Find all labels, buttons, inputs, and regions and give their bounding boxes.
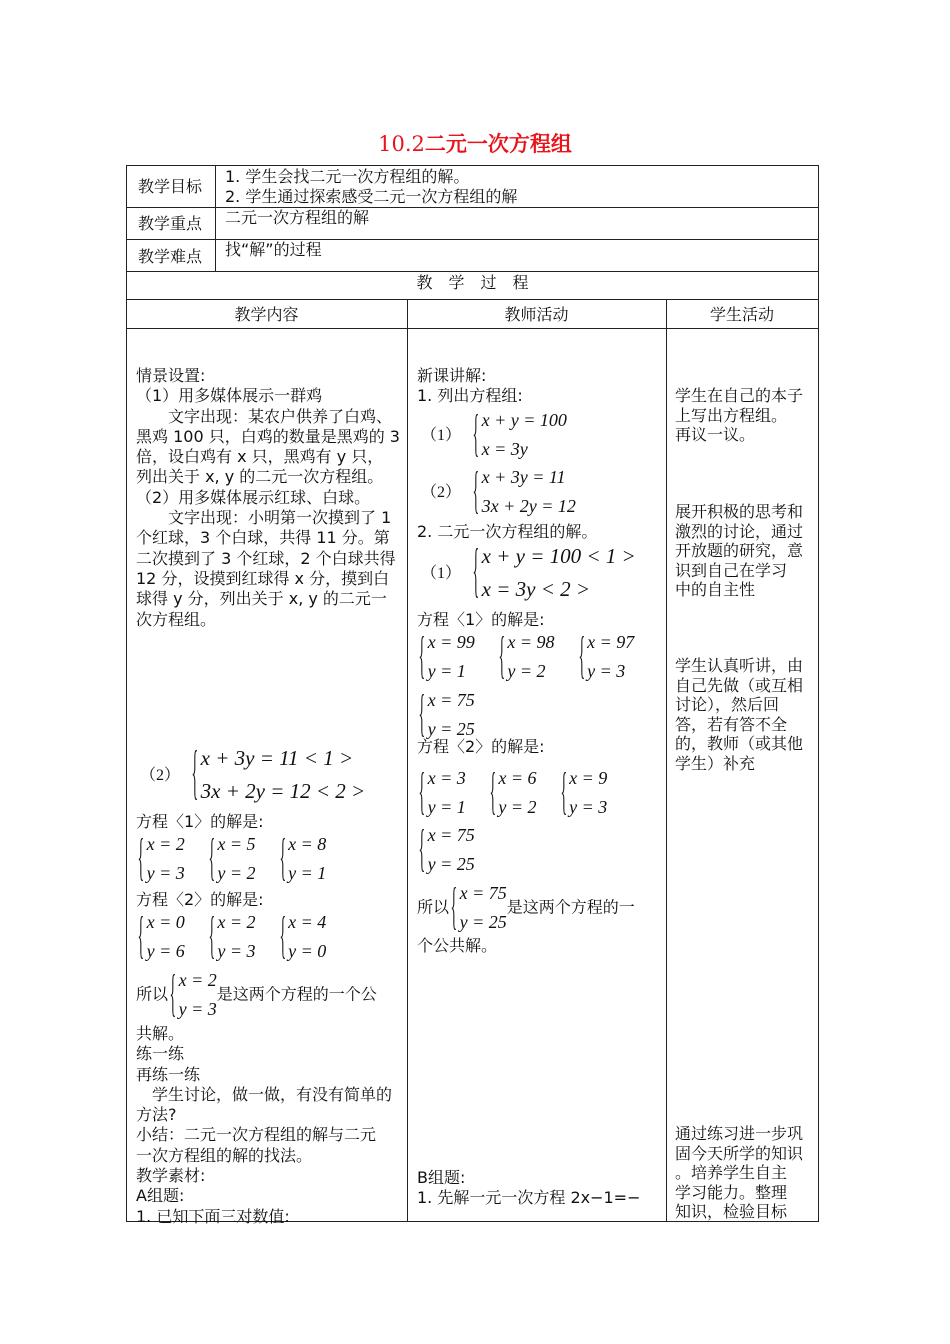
equation-system [497, 628, 555, 686]
equation-system [471, 540, 636, 606]
text-line: B组题: [417, 1168, 466, 1187]
brace-icon: { [472, 405, 480, 463]
content-block-row [136, 830, 348, 888]
inline-prefix: 所以 [136, 984, 169, 1004]
objective-1: 1. 学生会找二元一次方程组的解。 [225, 167, 470, 186]
text-line: （1）用多媒体展示一群鸡 [136, 386, 323, 406]
equation: x = 75 [427, 825, 475, 845]
system-label: （1） [421, 564, 462, 582]
page-title [0, 128, 950, 158]
equation-system [417, 686, 475, 744]
equation: y = 2 [498, 797, 537, 817]
content-block-inline [136, 966, 377, 1024]
equation-system [207, 908, 256, 966]
difficulty-label: 教学难点 [138, 247, 203, 266]
equation: x = 0 [146, 912, 185, 932]
text-line: 讨论），然后回 [675, 695, 780, 714]
content-block-row [417, 686, 497, 744]
text-line: A组题: [136, 1186, 185, 1206]
text-line: （2）用多媒体展示红球、白球。 [136, 487, 371, 507]
text-line: 通过练习进一步巩 [675, 1124, 804, 1143]
content-block-text [675, 502, 803, 600]
text-line: 12 分，设摸到红球得 x 分，摸到白 [136, 568, 390, 588]
content-block-text [675, 1124, 803, 1222]
equation: x = 2 [178, 970, 217, 990]
title-text: 二元一次方程组 [424, 132, 572, 156]
equations [428, 628, 475, 686]
text-line: 小结：二元一次方程组的解与二元 [136, 1125, 377, 1145]
equation-system [190, 742, 365, 808]
content-block-text [417, 366, 523, 407]
equations [147, 830, 185, 888]
content-block-inline [417, 879, 635, 937]
brace-icon: { [137, 907, 145, 965]
text-line: 倍，设白鸡有 x 只，黑鸡有 y 只， [136, 447, 384, 467]
text-line: 答，若有答不全 [675, 714, 788, 734]
brace-icon: { [191, 740, 199, 807]
column-divider [407, 299, 408, 1221]
equation: y = 3 [569, 797, 608, 817]
equation: x = 8 [288, 834, 327, 854]
text-line: 学生在自己的本子 [675, 386, 804, 405]
equation: x = 99 [427, 632, 475, 652]
text-line: 展开积极的思考和 [675, 502, 804, 521]
equation: y = 25 [427, 719, 475, 739]
text-line: 二次摸到了 3 个红球，2 个白球共得 [136, 548, 396, 568]
brace-icon: { [169, 965, 177, 1023]
equations [587, 628, 634, 686]
inline-prefix: 所以 [417, 897, 450, 917]
row-divider [126, 271, 819, 272]
equation: y = 2 [507, 661, 546, 681]
brace-icon: { [559, 763, 567, 821]
brace-icon: { [577, 627, 585, 685]
content-block-system [421, 540, 636, 606]
text-line: 学生认真听讲，由 [675, 656, 804, 675]
equations [288, 908, 326, 966]
equation: x = 75 [427, 690, 475, 710]
objectives-label: 教学目标 [138, 177, 203, 196]
equation: x = 9 [569, 768, 608, 788]
text-line: 方程〈2〉的解是: [136, 890, 264, 909]
row-divider [126, 299, 819, 300]
text-line: 上写出方程组。 [675, 405, 788, 425]
equation-system [136, 908, 185, 966]
system-label: （2） [140, 766, 181, 784]
equation: y = 3 [178, 999, 217, 1019]
content-block-row [136, 908, 348, 966]
equation: 3x + 2y = 12 < 2 > [200, 779, 366, 803]
text-line: 一次方程组的解的找法。 [136, 1145, 313, 1165]
text-line: 文字出现：小明第一次摸到了 1 [136, 508, 392, 528]
equation-system [417, 764, 466, 822]
content-block-row [417, 764, 629, 822]
brace-icon: { [472, 462, 480, 520]
text-line: 学生）补充 [675, 753, 756, 773]
text-line: 列出关于 x, y 的二元一次方程组。 [136, 467, 384, 487]
text-line: 1. 列出方程组: [417, 386, 523, 406]
text-line: 新课讲解: [417, 366, 487, 385]
equation: x = 2 [146, 834, 185, 854]
equation: x = 6 [498, 768, 537, 788]
equation: y = 2 [217, 863, 256, 883]
column-header-teacher: 教师活动 [504, 305, 569, 324]
equations [217, 908, 255, 966]
column-header-student: 学生活动 [709, 305, 774, 324]
text-line: 共解。 [136, 1024, 185, 1043]
row-divider [126, 328, 819, 329]
equation: x = 97 [587, 632, 635, 652]
equations [569, 764, 607, 822]
content-block-row [417, 628, 656, 686]
label-column-divider [215, 165, 216, 271]
equation-system [417, 628, 475, 686]
equations [217, 830, 255, 888]
equation: y = 3 [146, 863, 185, 883]
equations [288, 830, 326, 888]
text-line: 文字出现：某农户供养了白鸡、 [136, 406, 393, 426]
focus-text: 二元一次方程组的解 [225, 208, 370, 227]
brace-icon: { [418, 763, 426, 821]
content-block-text [675, 656, 803, 773]
inline-suffix: 是这两个方程的一 [506, 897, 635, 917]
text-line: 方程〈1〉的解是: [136, 812, 264, 831]
text-line: 黑鸡 100 只，白鸡的数量是黑鸡的 3 [136, 426, 400, 446]
text-line: 个红球，3 个白球，共得 11 分。第 [136, 528, 390, 548]
difficulty-text: 找“解”的过程 [225, 240, 322, 259]
equations [179, 966, 217, 1024]
brace-icon: { [278, 829, 286, 887]
text-line: 中的自主性 [675, 580, 756, 599]
equations [507, 628, 554, 686]
equation-system [417, 821, 475, 879]
system-label: （1） [421, 426, 462, 444]
equation: x + y = 100 [481, 410, 567, 430]
brace-icon: { [208, 829, 215, 887]
text-line: 的，教师（或其他 [675, 734, 804, 753]
text-line: 识到自己在学习 [675, 560, 788, 580]
equation: x = 4 [288, 912, 327, 932]
brace-icon: { [498, 627, 505, 685]
brace-icon: { [450, 878, 458, 936]
text-line: 。培养学生自主 [675, 1163, 788, 1182]
content-block-system [421, 463, 576, 521]
equation: x + 3y = 11 [481, 467, 566, 487]
equation: x = 2 [217, 912, 256, 932]
text-line: 情景设置: [136, 366, 206, 385]
equations [428, 764, 466, 822]
table-border-right [818, 165, 819, 1222]
equation: x = 5 [217, 834, 256, 854]
equation: y = 25 [427, 854, 475, 874]
equation: y = 3 [587, 661, 626, 681]
equation-system [488, 764, 537, 822]
text-line: 练一练 [136, 1044, 185, 1064]
equation-system [471, 406, 567, 464]
equations [482, 463, 576, 521]
equation: y = 3 [217, 941, 256, 961]
brace-icon: { [418, 627, 426, 685]
brace-icon: { [489, 763, 496, 821]
equation: y = 25 [459, 912, 507, 932]
equations [428, 686, 475, 744]
equation-system [471, 463, 576, 521]
text-line: 学习能力。整理 [675, 1182, 788, 1202]
equations [498, 764, 536, 822]
content-block-text [417, 1168, 641, 1209]
equations [460, 879, 507, 937]
content-block-row [417, 821, 497, 879]
equations [201, 742, 366, 808]
equation: 3x + 2y = 12 [481, 496, 576, 516]
text-line: 方程〈1〉的解是: [417, 610, 545, 629]
column-header-content: 教学内容 [234, 305, 299, 324]
equation: y = 1 [427, 797, 466, 817]
equation: x = 3y < 2 > [481, 577, 591, 601]
brace-icon: { [418, 820, 426, 878]
text-line: 1. 已知下面三对数值: [136, 1206, 290, 1226]
text-line: 球得 y 分，列出关于 x, y 的二元一 [136, 589, 387, 609]
equation-system [577, 628, 635, 686]
content-block-text [417, 737, 545, 757]
content-block-system [421, 406, 567, 464]
content-block-system [140, 742, 365, 808]
system-label: （2） [421, 483, 462, 501]
equation: x = 98 [507, 632, 555, 652]
brace-icon: { [418, 685, 426, 743]
text-line: 方程〈2〉的解是: [417, 737, 545, 756]
equation: x = 3y [481, 439, 528, 459]
text-line: 次方程组。 [136, 609, 217, 629]
equation: y = 1 [427, 661, 466, 681]
text-line: 知识，检验目标 [675, 1202, 788, 1221]
content-block-text [136, 366, 400, 630]
equations [428, 821, 475, 879]
equations [147, 908, 185, 966]
objective-2: 2. 学生通过探索感受二元一次方程组的解 [225, 187, 518, 206]
text-line: 激烈的讨论，通过 [675, 521, 804, 541]
equation: y = 0 [288, 941, 327, 961]
equation: x = 3 [427, 768, 466, 788]
equation-system [278, 830, 327, 888]
equation-system [449, 879, 507, 937]
equation-system [207, 830, 256, 888]
equation-system [168, 966, 217, 1024]
equation: x + y = 100 < 1 > [481, 544, 636, 568]
content-block-text [675, 386, 803, 445]
text-line: 固今天所学的知识 [675, 1143, 804, 1163]
equation: x + 3y = 11 < 1 > [200, 746, 354, 770]
text-line: 1. 先解一元一次方程 2x−1=− [417, 1188, 641, 1208]
inline-suffix: 是这两个方程的一个公 [216, 984, 377, 1004]
content-block-text [136, 1024, 392, 1227]
equation: y = 6 [146, 941, 185, 961]
column-divider [666, 299, 667, 1221]
text-line: 学生讨论，做一做，有没有简单的 [136, 1084, 393, 1104]
text-line: 2. 二元一次方程组的解。 [417, 522, 598, 541]
text-line: 再议一议。 [675, 425, 756, 444]
text-line: 再练一练 [136, 1064, 201, 1084]
brace-icon: { [278, 907, 286, 965]
brace-icon: { [208, 907, 215, 965]
equation: y = 1 [288, 863, 327, 883]
text-line: 方法? [136, 1105, 177, 1125]
equation-system [278, 908, 327, 966]
equations [482, 406, 567, 464]
equation: x = 75 [459, 883, 507, 903]
focus-label: 教学重点 [138, 214, 203, 233]
equations [482, 540, 636, 606]
section-number: 10.2 [378, 132, 425, 156]
text-line: 教学素材: [136, 1166, 206, 1186]
equation-system [136, 830, 185, 888]
equation-system [559, 764, 608, 822]
text-line: 个公共解。 [417, 936, 498, 955]
brace-icon: { [137, 829, 145, 887]
brace-icon: { [472, 538, 480, 605]
text-line: 开放题的研究，意 [675, 541, 804, 560]
text-line: 自己先做（或互相 [675, 675, 804, 695]
content-block-text [417, 936, 497, 956]
table-border-top [126, 165, 819, 166]
process-heading: 教 学 过 程 [416, 273, 529, 292]
